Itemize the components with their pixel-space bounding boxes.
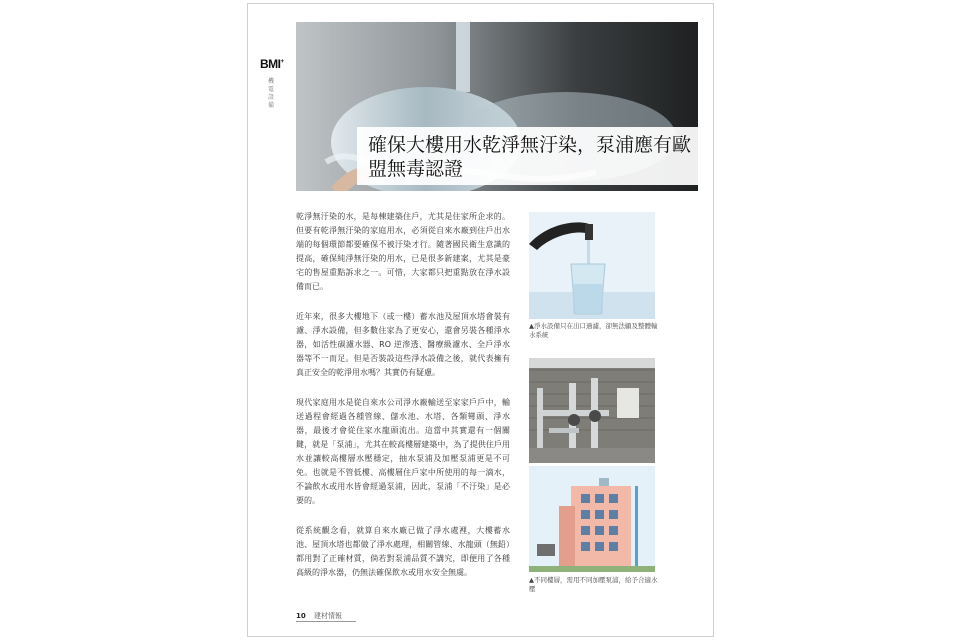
page-footer [296,611,342,621]
footer-rule [296,621,356,622]
paragraph: 現代家庭用水是從自來水公司淨水廠輸送至家家戶戶中，輸送過程會經過各種管線、儲水池、水塔、各類彎頭、淨水器，最後才會從住家水龍頭流出。這當中其實還有一個關鍵，就是「泵浦」，尤其在較高樓層建築中，為了提供住戶用水並讓較高樓層水壓穩定，抽水泵浦及加壓泵浦更是不可免。也就是不管低樓、高樓層住戶家中所使用的每一滴水，不論飲水或用水皆會經過泵浦，因此，泵浦「不汙染」是必要的。 [296,398,510,505]
page-number: 10 [296,612,306,620]
paragraph: 乾淨無汙染的水，是每棟建築住戶，尤其是住家所企求的。但要有乾淨無汙染的家庭用水，必須從自來水廠到住戶出水端的每個環節都要確保不被汙染才行。隨著國民衛生意識的提高，確保純淨無汙染的用水，已是很多新建案，尤其是豪宅的售屋重點訴求之一。可惜，大家都只把重點放在淨水設備而已。 [296,212,510,291]
publication-name: 建材情報 [313,612,342,620]
paragraph: 從系統觀念看，就算自來水廠已做了淨水處裡，大樓蓄水池、屋頂水塔也都做了淨水處理，相關管線、水龍頭（無鉛）都用對了正確材質，倘若對泵浦品質不講究，即便用了各種高級的淨水器，仍無法確保飲水或用水安全無虞。 [296,526,510,577]
headline-box [357,127,698,185]
magazine-page [247,3,714,637]
brand-logo: BMI+ [260,57,284,71]
category-label: 機電設備 [268,78,275,109]
photo-pump-pipes [529,358,655,463]
hero-photo-water-glass [296,22,698,191]
paragraph: 近年來，很多大樓地下（或一樓）蓄水池及屋頂水塔會裝有濾、淨水設備，但多數住家為了更安心，還會另裝各種淨水器，如活性碳濾水器、RO 逆滲透、醫療級濾水、全戶淨水器等不一而足。但是否裝設這些淨水設備之後，就代表擁有真正安全的乾淨用水嗎？其實仍有疑慮。 [296,312,510,377]
diagram-building-pumps [529,466,655,572]
figure-caption: ▲不同樓層，需用不同加壓泵浦，給予合適水壓 [529,576,658,593]
article-title: 確保大樓用水乾淨無汙染，泵浦應有歐盟無毒認證 [368,134,692,180]
figure-caption: ▲淨水設備只在出口過濾，卻無法顧及整體輸水系統 [529,322,658,339]
article-body [296,210,510,596]
photo-faucet-glass [529,212,655,319]
